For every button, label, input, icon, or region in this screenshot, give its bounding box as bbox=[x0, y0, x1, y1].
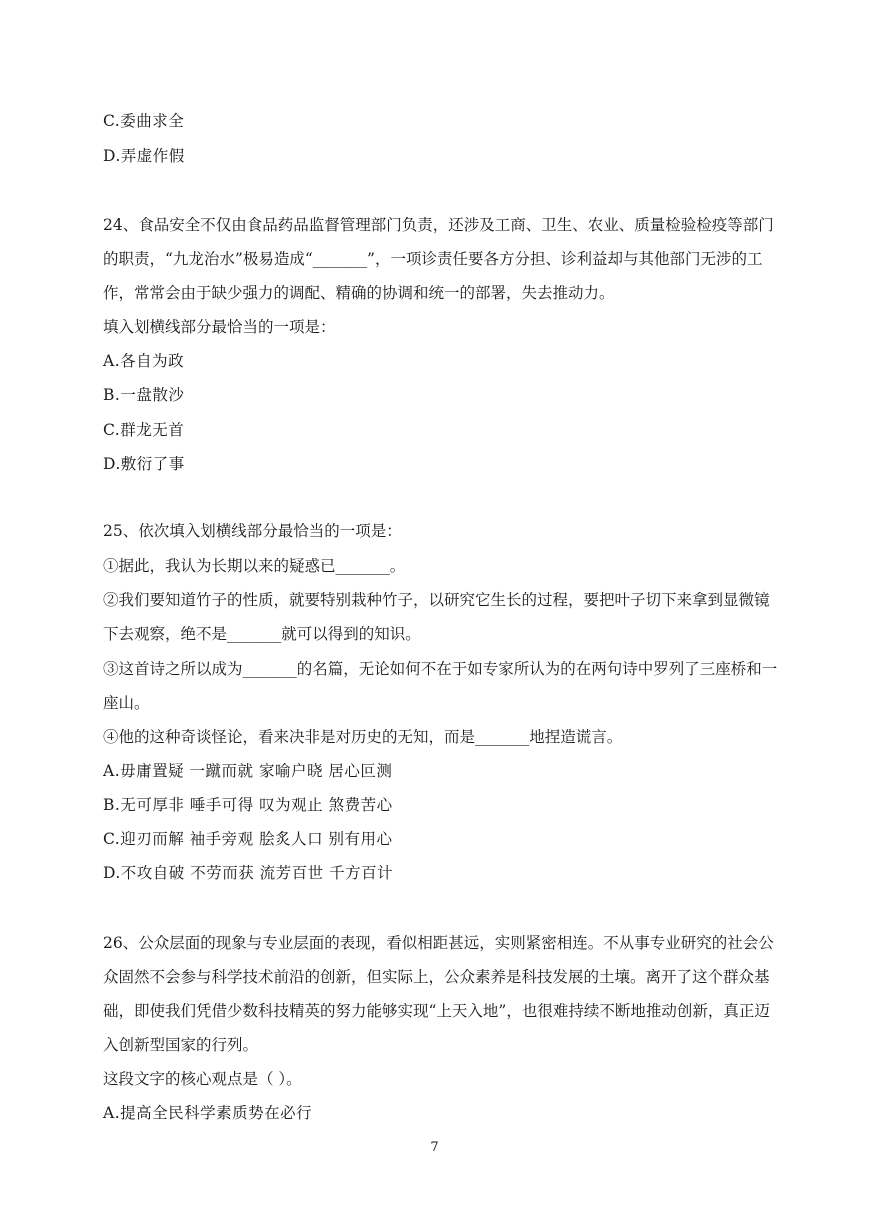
q23-option-c: C.委曲求全 bbox=[103, 112, 185, 130]
q25-stem-line-2: ①据此，我认为长期以来的疑惑已_______。 bbox=[103, 557, 406, 575]
q24-option-d: D.敷衍了事 bbox=[103, 455, 185, 473]
q25-option-d: D.不攻自破 不劳而获 流芳百世 千方百计 bbox=[103, 864, 394, 882]
q24-option-b: B.一盘散沙 bbox=[103, 386, 185, 404]
page-number: 7 bbox=[430, 1140, 439, 1155]
q24-prompt: 填入划横线部分最恰当的一项是： bbox=[103, 318, 336, 336]
q25-stem-line-3: ②我们要知道竹子的性质，就要特别栽种竹子，以研究它生长的过程，要把叶子切下来拿到显微镜 bbox=[103, 591, 770, 609]
q26-prompt: 这段文字的核心观点是（ ）。 bbox=[103, 1070, 302, 1088]
q26-stem-line-3: 础，即使我们凭借少数科技精英的努力能够实现“上天入地”，也很难持续不断地推动创新，真正迈 bbox=[103, 1002, 770, 1020]
q25-stem-line-1: 25、依次填入划横线部分最恰当的一项是： bbox=[103, 522, 402, 540]
q24-option-c: C.群龙无首 bbox=[103, 421, 185, 439]
q25-stem-line-5: ③这首诗之所以成为_______的名篇，无论如何不在于如专家所认为的在两句诗中罗列了三座桥和一 bbox=[103, 660, 778, 678]
q25-option-c: C.迎刃而解 袖手旁观 脍炙人口 别有用心 bbox=[103, 830, 393, 848]
q24-stem-line-1: 24、食品安全不仅由食品药品监督管理部门负责，还涉及工商、卫生、农业、质量检验检疫等部门 bbox=[103, 216, 774, 234]
q25-stem-line-7: ④他的这种奇谈怪论，看来决非是对历史的无知，而是_______地捏造谎言。 bbox=[103, 728, 623, 746]
q25-stem-line-6: 座山。 bbox=[103, 694, 150, 712]
q25-stem-line-4: 下去观察，绝不是_______就可以得到的知识。 bbox=[103, 625, 421, 643]
q25-option-b: B.无可厚非 唾手可得 叹为观止 煞费苦心 bbox=[103, 796, 393, 814]
q24-option-a: A.各自为政 bbox=[103, 352, 185, 370]
q26-stem-line-1: 26、公众层面的现象与专业层面的表现，看似相距甚远，实则紧密相连。不从事专业研究的社会公 bbox=[103, 934, 774, 952]
q24-stem-line-3: 作，常常会由于缺少强力的调配、精确的协调和统一的部署，失去推动力。 bbox=[103, 284, 615, 302]
q26-option-a: A.提高全民科学素质势在必行 bbox=[103, 1104, 313, 1122]
q23-option-d: D.弄虚作假 bbox=[103, 147, 185, 165]
q26-stem-line-2: 众固然不会参与科学技术前沿的创新，但实际上，公众素养是科技发展的土壤。离开了这个群众基 bbox=[103, 968, 770, 986]
q26-stem-line-4: 入创新型国家的行列。 bbox=[103, 1036, 259, 1054]
q25-option-a: A.毋庸置疑 一蹴而就 家喻户晓 居心叵测 bbox=[103, 762, 393, 780]
q24-stem-line-2: 的职责，“九龙治水”极易造成“_______”，一项诊责任要各方分担、诊利益却与其他部门无涉的工 bbox=[103, 250, 763, 268]
